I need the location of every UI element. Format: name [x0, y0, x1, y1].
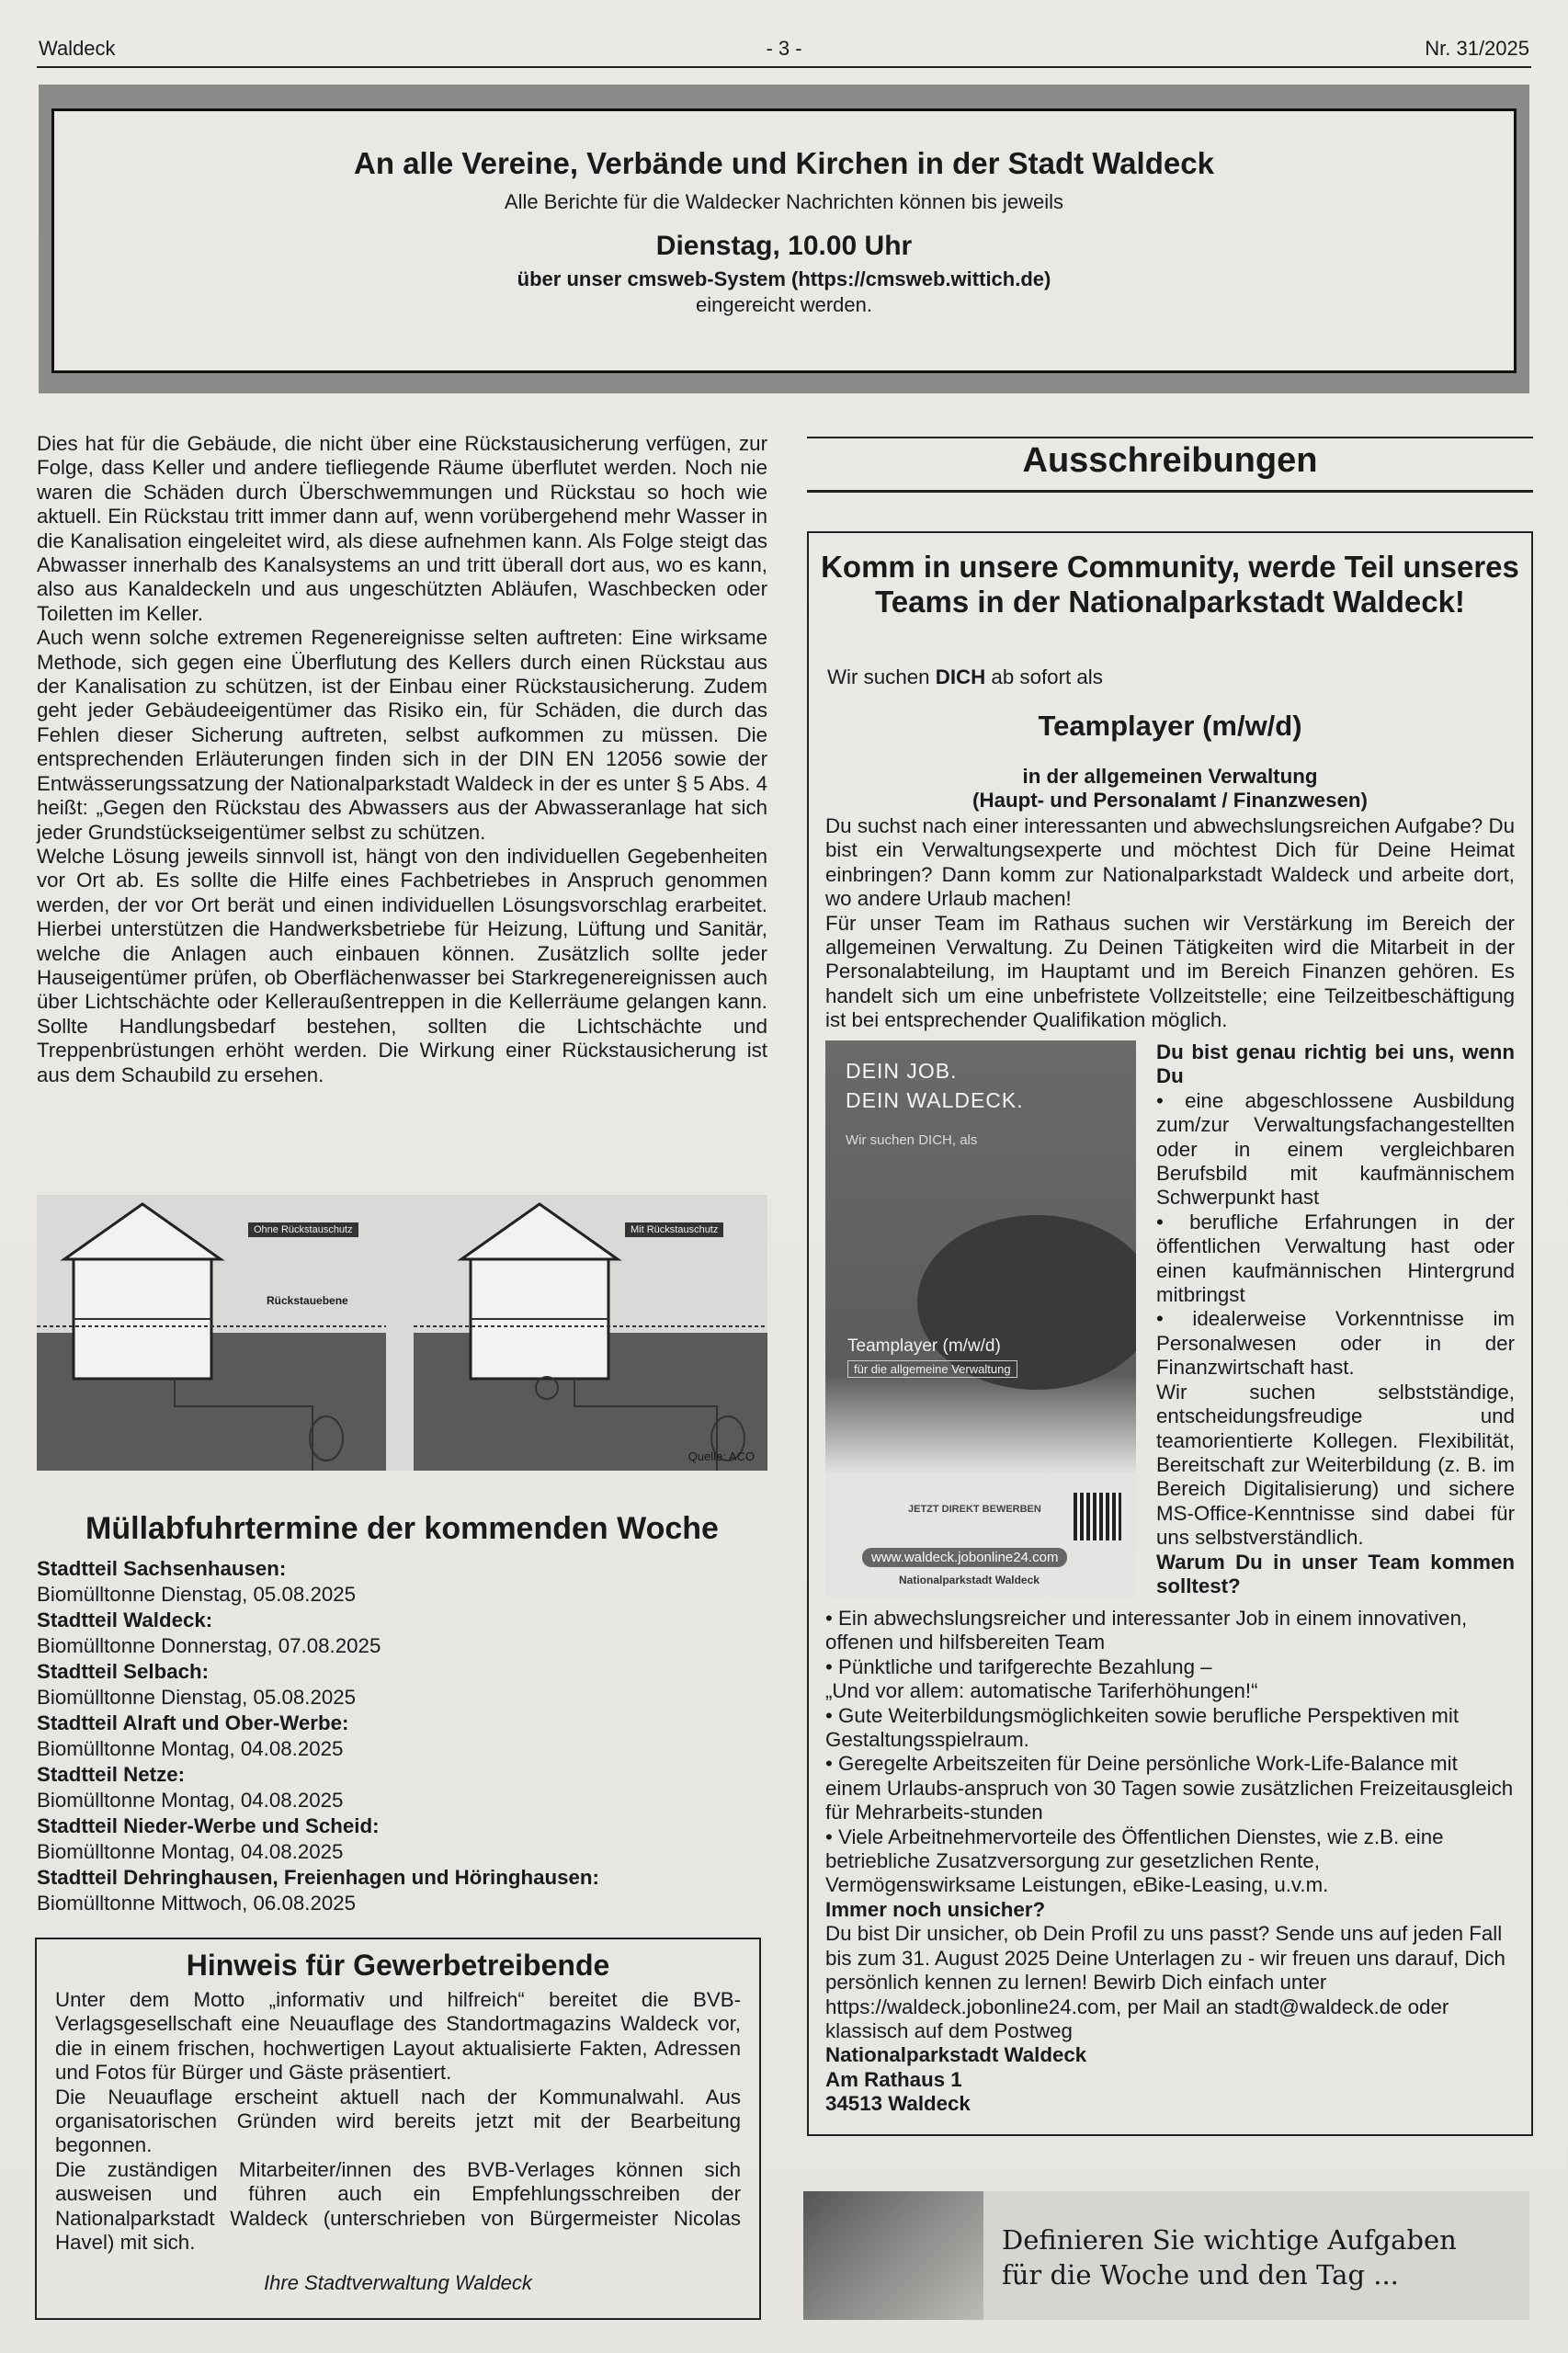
- header-town: Waldeck: [39, 37, 116, 60]
- job-department-line: in der allgemeinen Verwaltung: [1022, 765, 1318, 788]
- offer-item: • Geregelte Arbeitszeiten für Deine persönliche Work-Life-Balance mit einem Urlaubs-anspruch von 30 Tagen sowie zusätzlichen Freizeitausgleich für Mehrarbeits-stunden: [825, 1752, 1514, 1824]
- article-paragraph: Auch wenn solche extremen Regenereignisse selten auftreten: Eine wirksame Methode, sich gegen eine Überflutung des Kellers durch einen Rückstau aus der Kanalisation zu schützen, ist der Einbau einer Rückstausicherung. Zudem geht jeder Gebäudeeigentümer das Risiko ein, für Schäden, die durch das Fehlen dieser Sicherung auftreten, selbst aufkommen zu müssen. Die entsprechenden Erläuterungen finden sich in der DIN EN 12056 sowie der Entwässerungssatzung der Nationalparkstadt Waldeck in der es unter § 5 Abs. 4 heißt: „Gegen den Rückstau des Abwassers aus der Abwasseranlage hat sich jeder Grundstückseigentümer selbst zu schützen.: [37, 626, 767, 844]
- ad-text: DEIN JOB.: [846, 1059, 958, 1083]
- trade-notice-signature: Ihre Stadtverwaltung Waldeck: [264, 2271, 532, 2295]
- district-name: Stadtteil Sachsenhausen:: [37, 1557, 287, 1580]
- job-intro-paragraph: Für unser Team im Rathaus suchen wir Verstärkung im Bereich der allgemeinen Verwaltung. Zu Deinen Tätigkeiten wird die Mitarbeit in der Personalabteilung, im Hauptamt und im Bereich Finanzen gehören. Es handelt sich um eine unbefristete Vollzeitstelle; eine Teilzeitbeschäftigung ist bei entsprechender Qualifikation möglich.: [825, 911, 1515, 1032]
- collection-date: Biomülltonne Montag, 04.08.2025: [37, 1789, 344, 1812]
- requirements-heading: Du bist genau richtig bei uns, wenn Du: [1156, 1040, 1515, 1088]
- job-posting-box: [807, 531, 1533, 2136]
- collection-date: Biomülltonne Montag, 04.08.2025: [37, 1737, 344, 1760]
- teaser-banner: [803, 2191, 1529, 2320]
- job-headline: Komm in unsere Community, werde Teil unseres Teams in der Nationalparkstadt Waldeck!: [821, 550, 1519, 619]
- requirement-item: • berufliche Erfahrungen in der öffentlichen Verwaltung hast oder einen kaufmännischen Hintergrund mitbringst: [1156, 1210, 1515, 1307]
- offer-item: • Viele Arbeitnehmervorteile des Öffentlichen Dienstes, wie z.B. eine betriebliche Zusatzversorgung zur gesetzlichen Rente, Vermögenswirksame Leistungen, eBike-Leasing, u.v.m.: [825, 1824, 1444, 1897]
- job-search-bold: DICH: [935, 665, 986, 688]
- waste-schedule-list: [37, 1556, 767, 1916]
- offer-item: • Ein abwechslungsreicher und interessanter Job in einem innovativen, offenen und hilfsbereiten Team: [825, 1607, 1468, 1654]
- section-rule-top: [807, 437, 1533, 438]
- waste-schedule-title: Müllabfuhrtermine der kommenden Woche: [85, 1511, 719, 1546]
- requirement-item: • idealerweise Vorkenntnisse im Personalwesen oder in der Finanzwirtschaft hast.: [1156, 1307, 1515, 1380]
- notice-end: eingereicht werden.: [695, 293, 872, 316]
- ad-text: Nationalparkstadt Waldeck: [899, 1574, 1040, 1586]
- collection-date: Biomülltonne Mittwoch, 06.08.2025: [37, 1892, 357, 1915]
- running-header: [39, 37, 1529, 64]
- job-requirements: [1156, 1040, 1515, 1598]
- offer-item: • Gute Weiterbildungsmöglichkeiten sowie berufliche Perspektiven mit Gestaltungsspielraum.: [825, 1703, 1460, 1752]
- job-offers: [825, 1607, 1515, 2117]
- header-issue: Nr. 31/2025: [1425, 37, 1529, 60]
- notice-title: An alle Vereine, Verbände und Kirchen in der Stadt Waldeck: [354, 146, 1214, 180]
- job-title: Teamplayer (m/w/d): [1038, 710, 1302, 742]
- job-search-post: ab sofort als: [985, 665, 1103, 688]
- job-search-line: [827, 665, 1103, 689]
- job-search-pre: Wir suchen: [827, 665, 936, 688]
- job-intro-paragraph: Du suchst nach einer interessanten und abwechslungsreichen Aufgabe? Du bist ein Verwaltungsexperte und möchtest Dich für Deine Heimat einbringen? Dann komm zur Nationalparkstadt Waldeck und arbeite dort, wo andere Urlaub machen!: [825, 814, 1515, 911]
- section-heading-ausschreibungen: Ausschreibungen: [1022, 441, 1318, 480]
- ad-text: Teamplayer (m/w/d): [847, 1336, 1001, 1356]
- notice-deadline: Dienstag, 10.00 Uhr: [655, 231, 913, 261]
- job-ad-image: [825, 1040, 1136, 1597]
- collection-date: Biomülltonne Donnerstag, 07.08.2025: [37, 1634, 381, 1657]
- collection-date: Biomülltonne Montag, 04.08.2025: [37, 1840, 344, 1863]
- diagram-label-ebene: Rückstauebene: [267, 1294, 348, 1307]
- notice-system: über unser cmsweb-System (https://cmsweb.wittich.de): [517, 267, 1051, 290]
- trade-notice-box: [35, 1938, 761, 2320]
- section-rule-bottom: [807, 490, 1533, 493]
- collection-date: Biomülltonne Dienstag, 05.08.2025: [37, 1686, 357, 1709]
- job-department: [809, 765, 1531, 813]
- article-rueckstau: [37, 432, 767, 1087]
- collection-date: Biomülltonne Dienstag, 05.08.2025: [37, 1583, 357, 1606]
- address-line: Nationalparkstadt Waldeck: [825, 2043, 1087, 2067]
- district-name: Stadtteil Nieder-Werbe und Scheid:: [37, 1814, 380, 1837]
- address-line: 34513 Waldeck: [825, 2092, 971, 2116]
- teaser-line: für die Woche und den Tag ...: [1002, 2259, 1399, 2290]
- district-name: Stadtteil Dehringhausen, Freienhagen und Höringhausen:: [37, 1866, 599, 1889]
- qr-code-icon: [1074, 1493, 1121, 1540]
- article-paragraph: Welche Lösung jeweils sinnvoll ist, hängt von den individuellen Gegebenheiten vor Ort ab. Es sollte die Hilfe eines Fachbetriebes in Anspruch genommen werden, der vor Ort berät und einen individuellen Lösungsvorschlag erarbeitet. Hierbei unterstützen die Handwerksbetriebe für Heizung, Lüftung und Sanitär, welche die Anlagen auch einbauen können. Zusätzlich sollte jeder Hauseigentümer prüfen, ob Oberflächenwasser bei Starkregenereignissen auch über Lichtschächte oder Kelleraußentreppen in die Kellerräume gelangen kann. Sollte Handlungsbedarf bestehen, sollten die Lichtschächte und Treppenbrüstungen erhöht werden. Die Wirkung einer Rückstausicherung ist aus dem Schaubild zu ersehen.: [37, 844, 767, 1086]
- trade-notice-paragraph: Die Neuauflage erscheint aktuell nach der Kommunalwahl. Aus organisatorischen Gründen wird bereits jetzt mit der Bearbeitung begonnen.: [55, 2085, 741, 2157]
- unsure-heading: Immer noch unsicher?: [825, 1897, 1046, 1921]
- trade-notice-title: Hinweis für Gewerbetreibende: [186, 1949, 610, 1982]
- ad-text: Wir suchen DICH, als: [846, 1132, 978, 1148]
- unsure-text: Du bist Dir unsicher, ob Dein Profil zu uns passt? Sende uns auf jeden Fall bis zum 31. August 2025 Deine Unterlagen zu - wir freuen uns darauf, Dich persönlich kennen zu lernen! Bewirb Dich einfach unter https://waldeck.jobonline24.com, per Mail an stadt@waldeck.de oder klassisch auf dem Postweg: [825, 1922, 1506, 2042]
- ad-url: www.waldeck.jobonline24.com: [862, 1548, 1067, 1567]
- district-name: Stadtteil Selbach:: [37, 1660, 210, 1683]
- job-intro: [825, 814, 1515, 1033]
- notebook-photo: [803, 2191, 983, 2320]
- header-rule: [37, 66, 1531, 68]
- district-name: Stadtteil Alraft und Ober-Werbe:: [37, 1711, 349, 1734]
- offer-heading: Warum Du in unser Team kommen solltest?: [1156, 1550, 1515, 1597]
- notice-inner: [51, 108, 1517, 373]
- trade-notice-paragraph: Die zuständigen Mitarbeiter/innen des BVB-Verlages können sich ausweisen und führen auch ein Empfehlungsschreiben der Nationalparkstadt Waldeck (unterschrieben von Bürgermeister Nicolas Havel) mit sich.: [55, 2157, 741, 2255]
- requirement-item: Wir suchen selbstständige, entscheidungsfreudige und teamorientierte Kollegen. Flexibilität, Bereitschaft zur Weiterbildung (z. B. im Bereich Digitalisierung) und sichere MS-Office-Kenntnisse sind dabei für uns selbstverständlich.: [1156, 1380, 1515, 1550]
- ad-text: für die allgemeine Verwaltung: [847, 1360, 1017, 1378]
- header-page-number: - 3 -: [766, 37, 802, 60]
- teaser-text: [1002, 2222, 1457, 2292]
- diagram-label-with: Mit Rückstauschutz: [625, 1222, 723, 1237]
- teaser-line: Definieren Sie wichtige Aufgaben: [1002, 2224, 1457, 2256]
- notice-line: Alle Berichte für die Waldecker Nachrichten können bis jeweils: [504, 190, 1064, 213]
- notice-box: [39, 85, 1529, 393]
- address-line: Am Rathaus 1: [825, 2067, 962, 2091]
- diagram-label-without: Ohne Rückstauschutz: [248, 1222, 358, 1237]
- offer-item: • Pünktliche und tarifgerechte Bezahlung –: [825, 1654, 1212, 1678]
- diagram-source: Quelle: ACO: [687, 1449, 755, 1463]
- district-name: Stadtteil Netze:: [37, 1763, 186, 1786]
- job-department-line: (Haupt- und Personalamt / Finanzwesen): [972, 789, 1368, 812]
- district-name: Stadtteil Waldeck:: [37, 1608, 213, 1631]
- ad-text: JETZT DIREKT BEWERBEN: [908, 1504, 1041, 1515]
- article-paragraph: Dies hat für die Gebäude, die nicht über eine Rückstausicherung verfügen, zur Folge, dass Keller und andere tiefliegende Räume überflutet werden. Noch nie waren die Schäden durch Überschwemmungen und Rückstau so hoch wie aktuell. Ein Rückstau tritt immer dann auf, wenn vorübergehend mehr Wasser in die Kanalisation eingeleitet wird, als diese aufnehmen kann. Als Folge steigt das Abwasser innerhalb des Kanalsystems an und tritt überall dort aus, wo es kann, also aus Kanaldeckeln und aus ungeschützten Abläufen, Waschbecken oder Toiletten im Keller.: [37, 432, 767, 625]
- requirement-item: • eine abgeschlossene Ausbildung zum/zur Verwaltungsfachangestellten oder in einem vergleichbaren Berufsbild mit kaufmännischem Schwerpunkt hast: [1156, 1088, 1515, 1210]
- ad-text: DEIN WALDECK.: [846, 1088, 1024, 1112]
- rueckstau-diagram: [37, 1195, 767, 1471]
- offer-item: „Und vor allem: automatische Tariferhöhungen!“: [825, 1679, 1258, 1703]
- trade-notice-paragraph: Unter dem Motto „informativ und hilfreich“ bereitet die BVB-Verlagsgesellschaft eine Neuauflage des Standortmagazins Waldeck vor, die in einem frischen, hochwertigen Layout aktualisierte Fakten, Adressen und Fotos für Bürger und Gäste präsentiert.: [55, 1988, 741, 2085]
